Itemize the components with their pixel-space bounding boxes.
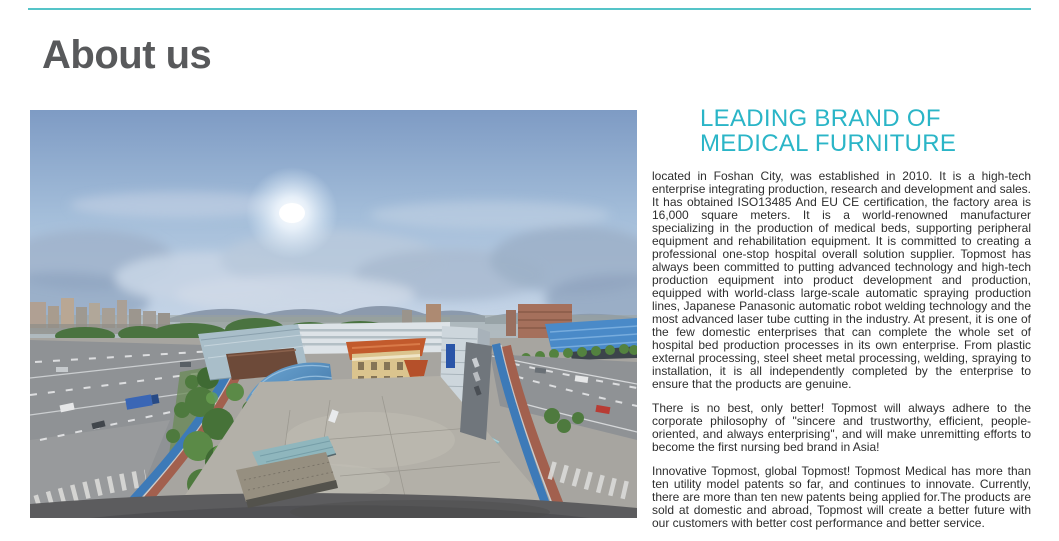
blue-banner — [446, 344, 455, 368]
about-paragraph-3: Innovative Topmost, global Topmost! Topmost Medical has more than ten utility model patents so far, and continues to innovate. Currently, there are more than ten new patents being applied for.The products are sold at domestic and abroad, Topmost will create a better future with our customers with better cost performance and better service. — [652, 464, 1031, 530]
section-heading — [700, 106, 1031, 156]
about-body — [652, 170, 1031, 530]
section-heading-line2: MEDICAL FURNITURE — [700, 130, 957, 157]
about-paragraph-2: There is no best, only better! Topmost will always adhere to the corporate philosophy of "sincere and trustworthy, efficient, people-oriented, and always enterprising", and will make unremitting efforts to become the first nursing bed brand in Asia! — [652, 401, 1031, 454]
factory-panorama-image — [30, 110, 637, 518]
top-accent-line — [28, 8, 1031, 10]
about-paragraph-1: located in Foshan City, was established in 2010. It is a high-tech enterprise integrating production, research and development and sales. It has obtained ISO13485 And EU CE certification, the factory area is 16,000 square meters. It is a world-renowned manufacturer specializing in the production of medical beds, supporting peripheral equipment and rehabilitation equipment. It is committed to creating a professional one-stop hospital overall solution supplier. Topmost has always been committed to putting advanced technology and high-tech production equipment into product development and production, equipped with world-class large-scale automatic spraying production lines, Japanese Panasonic automatic robot welding technology and the most advanced laser tube cutting in the industry. At present, it is one of the few domestic enterprises that can complete the whole set of hospital bed production processes in its own enterprise. From plastic external processing, steel sheet metal processing, welding, spraying to installation, it is all independently completed by the enterprise to ensure that the products are genuine. — [652, 169, 1031, 391]
panorama-illustration — [30, 110, 637, 518]
about-text-column — [652, 106, 1031, 541]
page-title: About us — [42, 33, 212, 77]
sun — [279, 203, 305, 223]
section-heading-line1: LEADING BRAND OF — [700, 105, 941, 132]
